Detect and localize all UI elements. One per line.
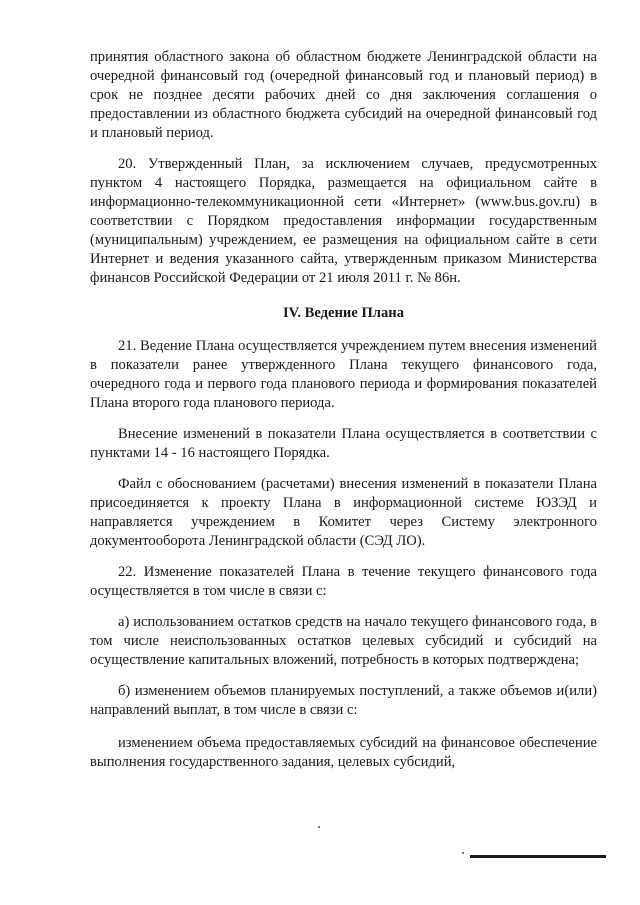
scan-speck bbox=[462, 852, 464, 854]
paragraph-22-b: б) изменением объемов планируемых поступлений, а также объемов и(или) направлений выплат, в том числе в связи с: bbox=[90, 683, 597, 718]
paragraph-20: 20. Утвержденный План, за исключением случаев, предусмотренных пунктом 4 настоящего Порядка, размещается на официальном сайте в информационно-телекоммуникационной сети «Интернет» (www.bus.gov.ru) в соответствии с Порядком предоставления информации государственным (муниципальным) учреждением, ее размещения на официальном сайте в сети Интернет и ведения указанного сайта, утвержденным приказом Министерства финансов Российской Федерации от 21 июля 2011 г. № 86н. bbox=[90, 156, 597, 286]
paragraph-21: 21. Ведение Плана осуществляется учреждением путем внесения изменений в показатели ранее утвержденного Плана текущего финансового года, очередного года и первого года планового периода и формирования показателей Плана второго года планового периода. bbox=[90, 338, 597, 411]
paragraph-22-b-1: изменением объема предоставляемых субсидий на финансовое обеспечение выполнения государственного задания, целевых субсидий, bbox=[90, 735, 597, 770]
paragraph-22-a: а) использованием остатков средств на начало текущего финансового года, в том числе неиспользованных остатков целевых субсидий и субсидий на осуществление капитальных вложений, потребность в которых подтверждена; bbox=[90, 614, 597, 668]
paragraph-21-changes: Внесение изменений в показатели Плана осуществляется в соответствии с пунктами 14 - 16 настоящего Порядка. bbox=[90, 426, 597, 461]
paragraph-22: 22. Изменение показателей Плана в течение текущего финансового года осуществляется в том числе в связи с: bbox=[90, 564, 597, 599]
section-title: IV. Ведение Плана bbox=[283, 305, 404, 321]
paragraph-21-file: Файл с обоснованием (расчетами) внесения изменений в показатели Плана присоединяется к проекту Плана в информационной системе ЮЗЭД и направляется учреждением в Комитет через Систему электронного документооборота Ленинградской области (СЭД ЛО). bbox=[90, 476, 597, 549]
paragraph-continuation: принятия областного закона об областном бюджете Ленинградской области на очередной финансовый год (очередной финансовый год и плановый период) в срок не позднее десяти рабочих дней со дня заключения соглашения о предоставлении из областного бюджета субсидий на очередной финансовый год и плановый период. bbox=[90, 49, 597, 141]
document-body bbox=[90, 48, 597, 784]
scan-speck bbox=[318, 826, 320, 828]
footer-rule bbox=[470, 855, 606, 858]
